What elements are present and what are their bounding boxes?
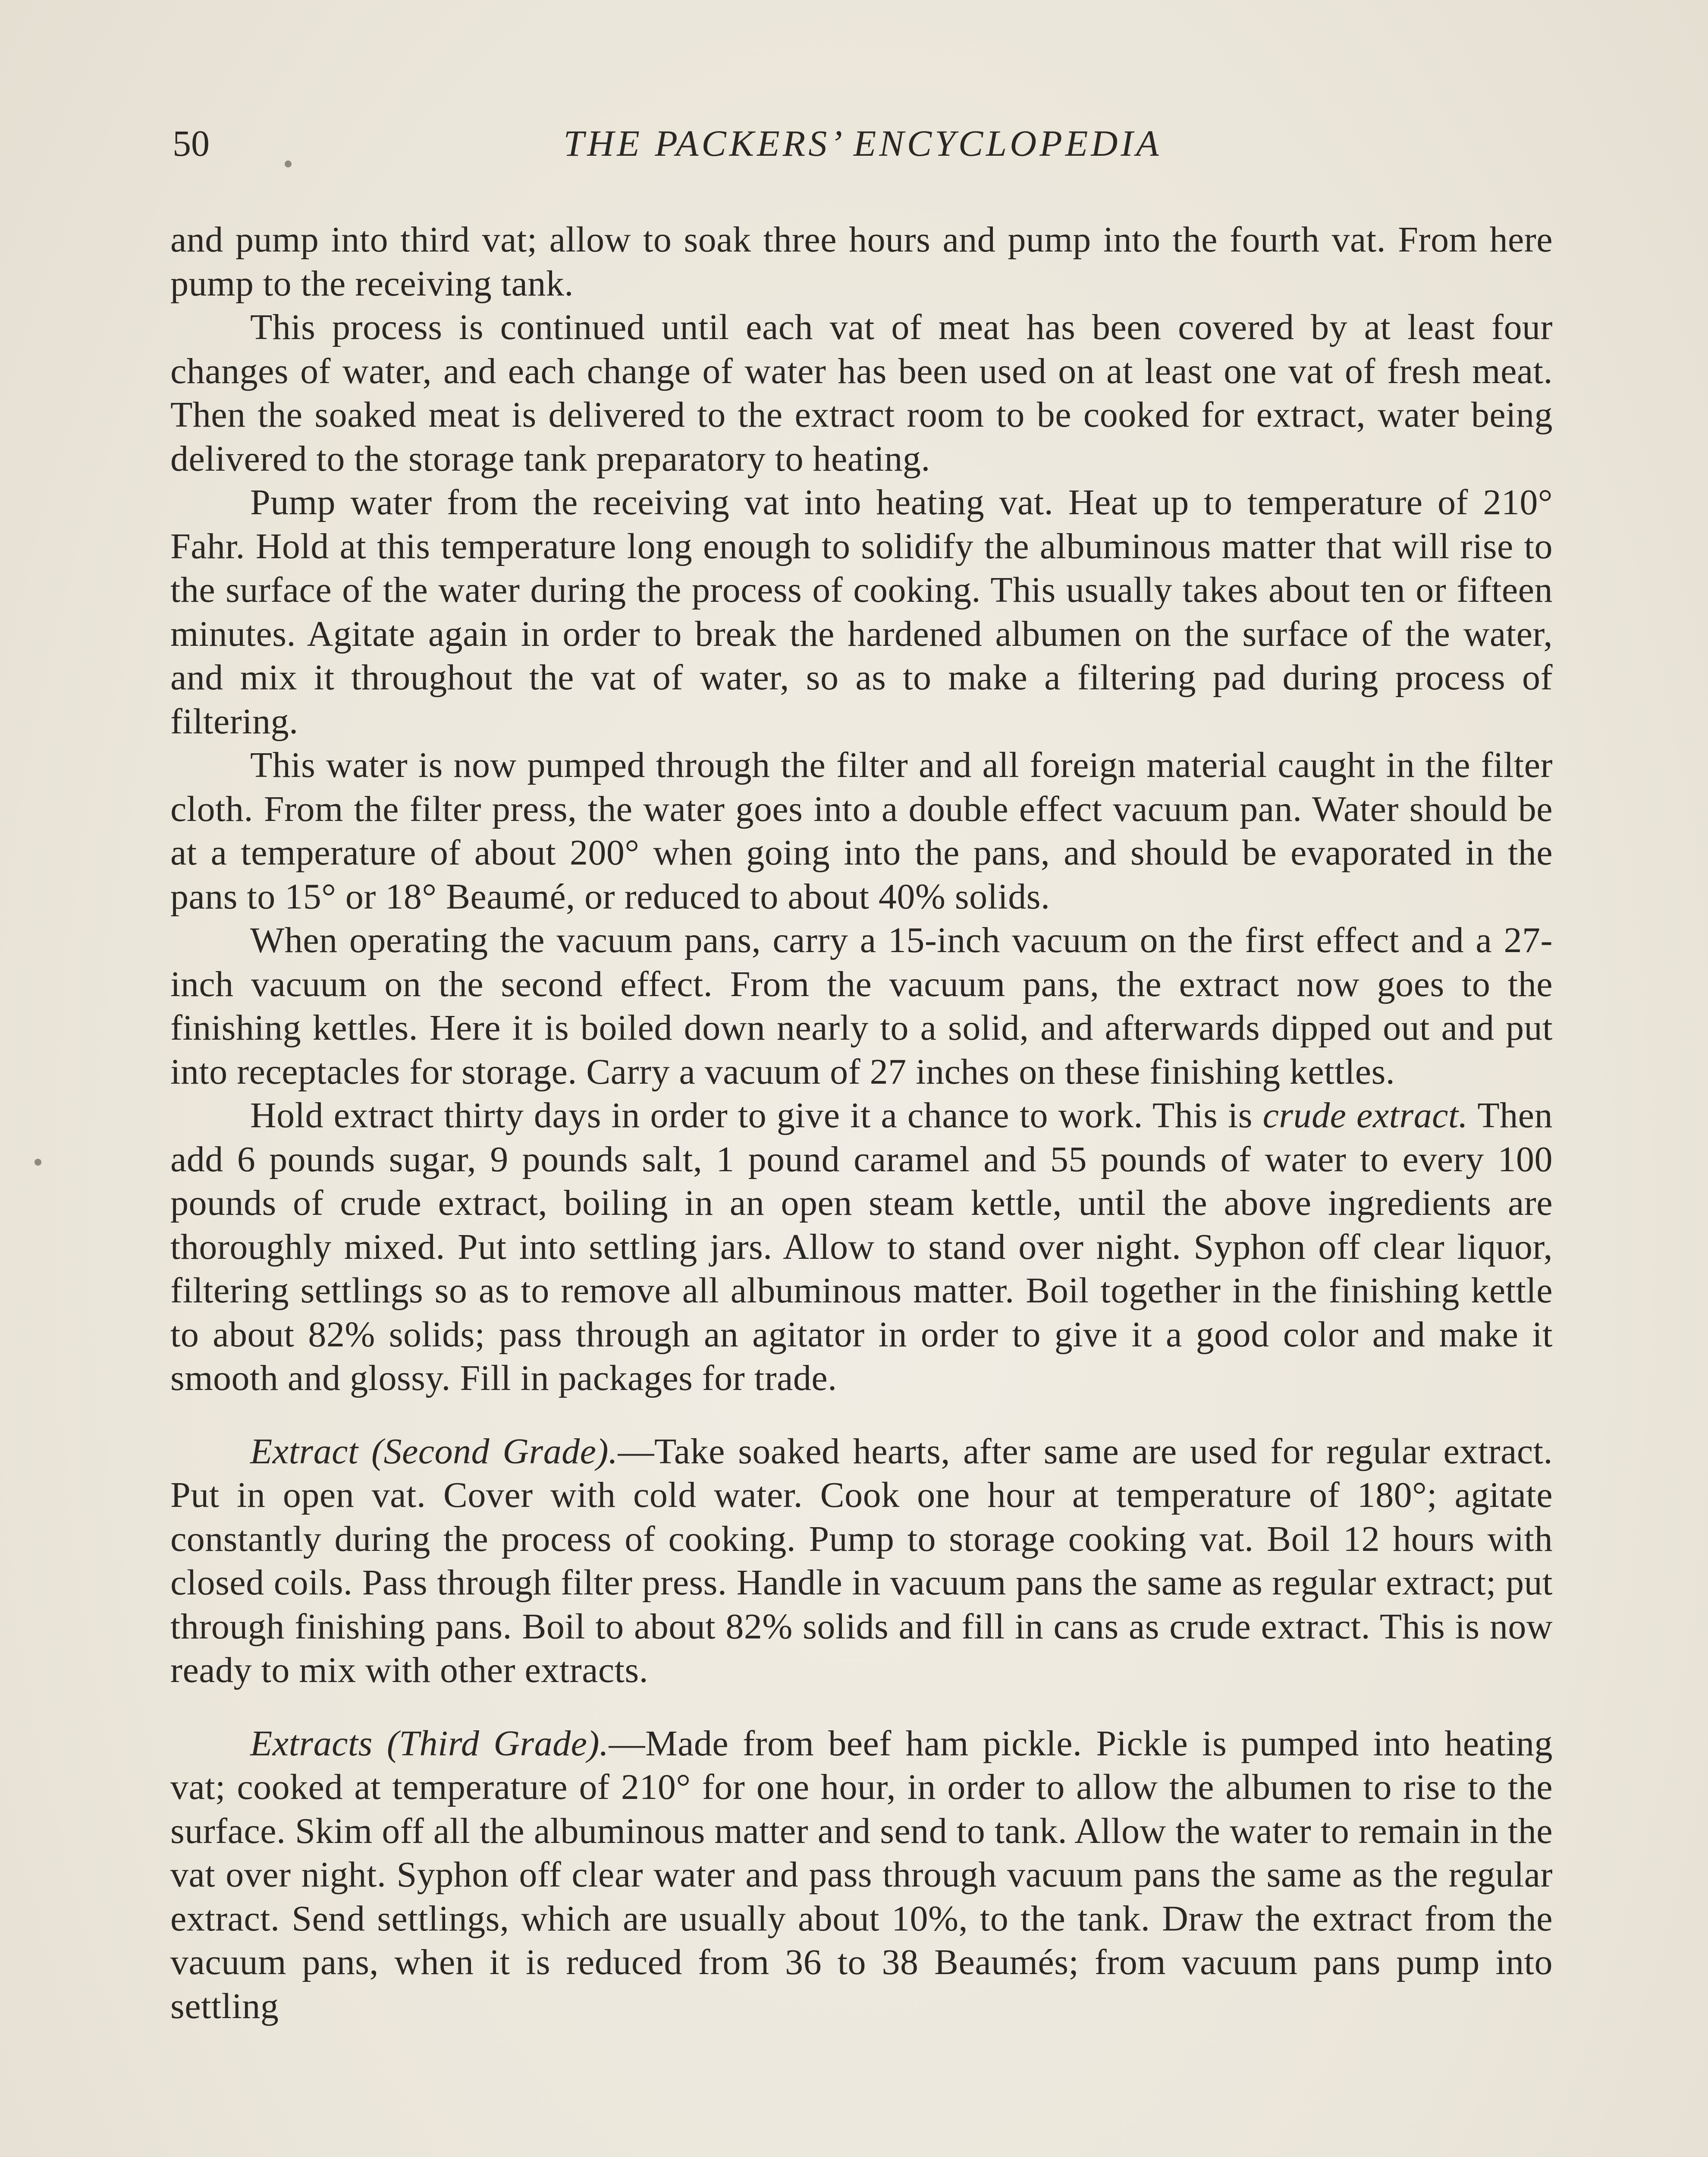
crude-extract-term: crude extract. — [1262, 1095, 1468, 1135]
section-heading-second-grade: Extract (Second Grade). — [250, 1431, 618, 1472]
page-header — [173, 113, 1553, 173]
paragraph-filtering: This water is now pumped through the filter and all foreign material caught in the filter cloth. From the filter press, the water goes into a double effect vacuum pan. Water should be at a temperature of about 200° when going into the pans, and should be evaporated in the pans to 15° or 18° Beaumé, or reduced to about 40% solids. — [170, 745, 1553, 917]
page-number: 50 — [173, 123, 210, 164]
section-third-grade — [170, 1722, 1553, 2028]
paragraph-continued: and pump into third vat; allow to soak three hours and pump into the fourth vat. From here pump to the receiving tank. — [170, 220, 1553, 304]
running-title: THE PACKERS’ ENCYCLOPEDIA — [563, 123, 1162, 164]
crude-extract-text-before: Hold extract thirty days in order to give it a chance to work. This is — [250, 1095, 1263, 1135]
crude-extract-text-after: Then add 6 pounds sugar, 9 pounds salt, 1 pound caramel and 55 pounds of water to every 100 pounds of crude extract, boiling in an open steam kettle, until the above ingredients are thoroughly mixed. Put into settling jars. Allow to stand over night. Syphon off clear liquor, filtering settlings so as to remove all albuminous matter. Boil together in the finishing kettle to about 82% solids; pass through an agitator in order to give it a good color and make it smooth and glossy. Fill in packages for trade. — [170, 1095, 1553, 1398]
section-text-second-grade: —Take soaked hearts, after same are used for regular extract. Put in open vat. Cover with cold water. Cook one hour at temperature of 180°; agitate constantly during the process of cooking. Pump to storage cooking vat. Boil 12 hours with closed coils. Pass through filter press. Handle in vacuum pans the same as regular extract; put through finishing pans. Boil to about 82% solids and fill in cans as crude extract. This is now ready to mix with other extracts. — [170, 1431, 1553, 1690]
paragraph-heating: Pump water from the receiving vat into heating vat. Heat up to temperature of 210° Fahr. Hold at this temperature long enough to solidify the albuminous matter that will rise to the surface of the water during the process of cooking. This usually takes about ten or fifteen minutes. Agitate again in order to break the hardened albumen on the surface of the water, and mix it throughout the vat of water, so as to make a filtering pad during process of filtering. — [170, 482, 1553, 742]
page-body — [170, 218, 1553, 2028]
paragraph-crude-extract — [170, 1094, 1553, 1400]
section-heading-third-grade: Extracts (Third Grade). — [250, 1723, 609, 1764]
paragraph-vacuum-pans: When operating the vacuum pans, carry a 15-inch vacuum on the first effect and a 27-inch vacuum on the second effect. From the vacuum pans, the extract now goes to the finishing kettles. Here it is boiled down nearly to a solid, and afterwards dipped out and put into receptacles for storage. Carry a vacuum of 27 inches on these finishing kettles. — [170, 920, 1553, 1092]
section-second-grade — [170, 1430, 1553, 1692]
page-speck — [35, 1159, 41, 1166]
paragraph-process: This process is continued until each vat of meat has been covered by at least four changes of water, and each change of water has been used on at least one vat of fresh meat. Then the soaked meat is delivered to the extract room to be cooked for extract, water being delivered to the storage tank preparatory to heating. — [170, 307, 1553, 479]
section-text-third-grade: —Made from beef ham pickle. Pickle is pumped into heating vat; cooked at temperature of 210° for one hour, in order to allow the albumen to rise to the surface. Skim off all the albuminous matter and send to tank. Allow the water to remain in the vat over night. Syphon off clear water and pass through vacuum pans the same as the regular extract. Send settlings, which are usually about 10%, to the tank. Draw the extract from the vacuum pans, when it is reduced from 36 to 38 Beaumés; from vacuum pans pump into settling — [170, 1723, 1553, 2026]
